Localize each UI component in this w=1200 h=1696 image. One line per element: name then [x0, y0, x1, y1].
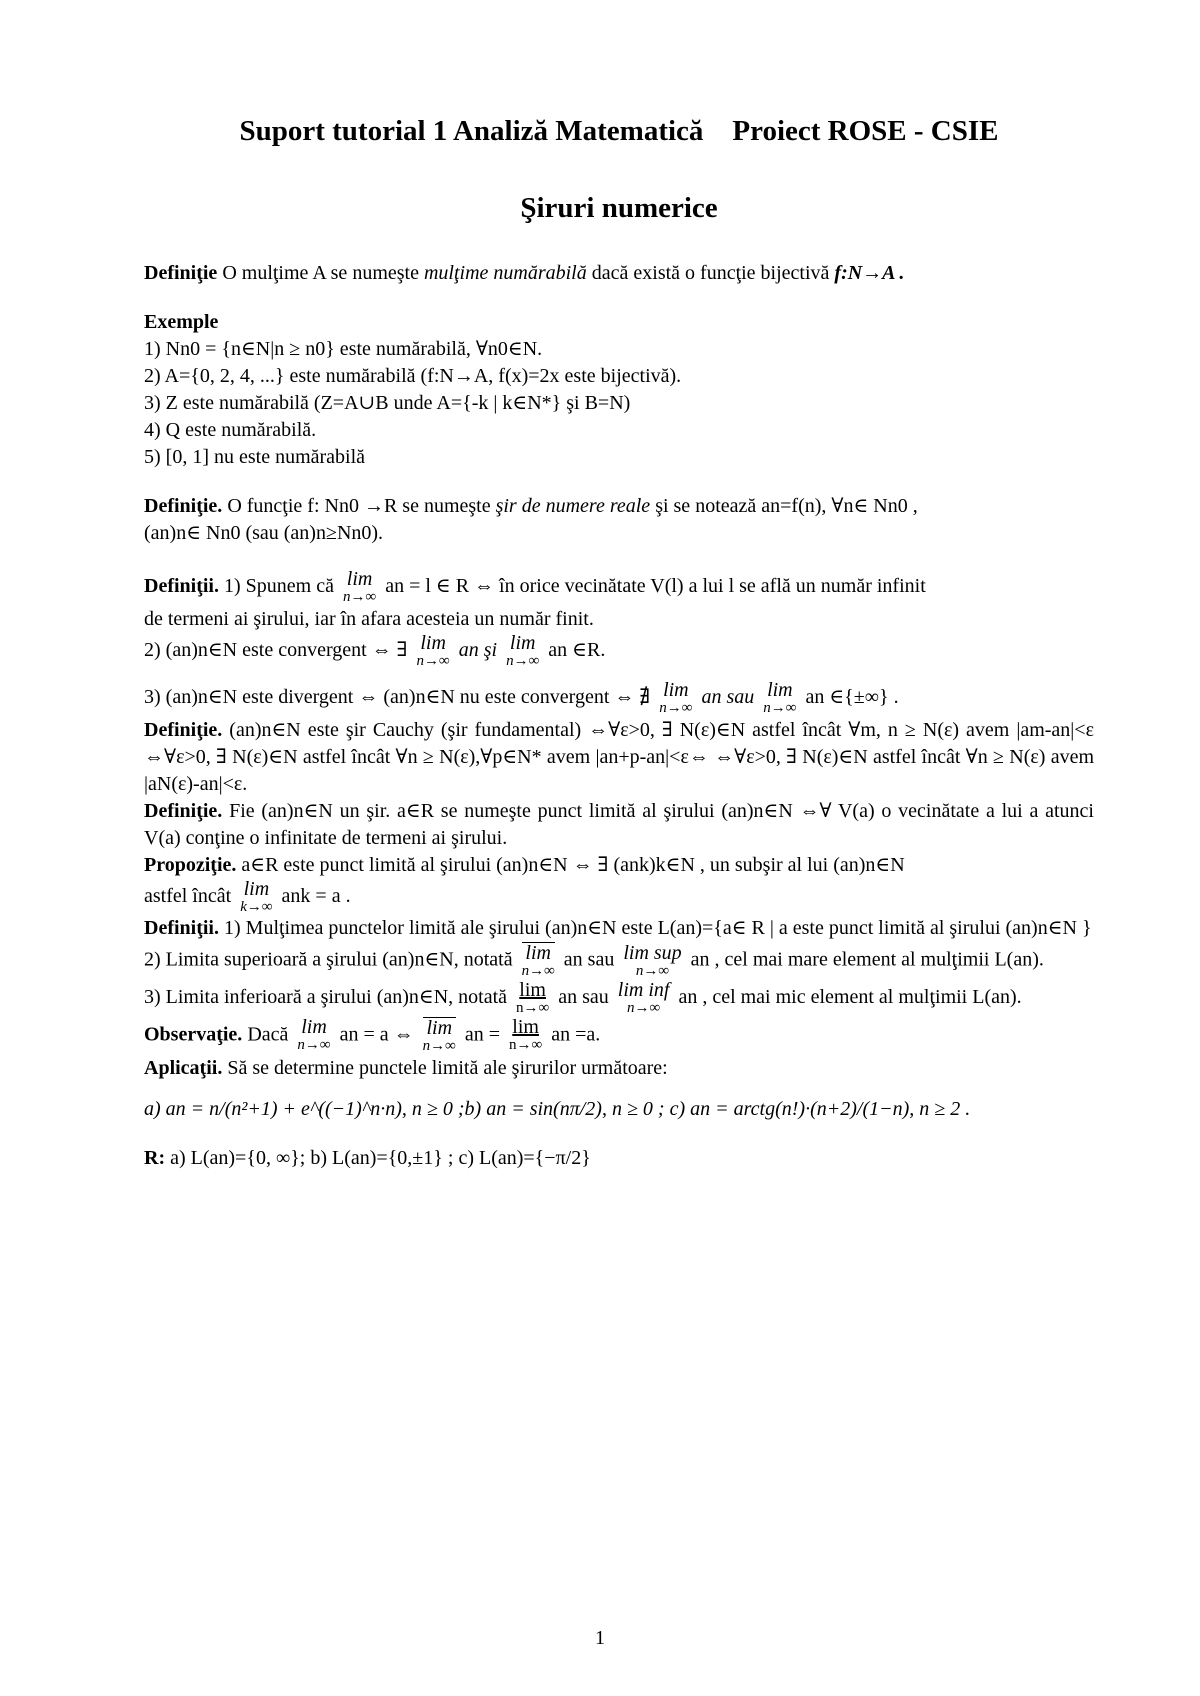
- applications-answer: R: a) L(an)={0, ∞}; b) L(an)={0,±1} ; c) L(an)={−π/2}: [144, 1146, 591, 1169]
- limit-operator: lim n→∞: [521, 942, 555, 980]
- limit-operator: lim n→∞: [509, 1016, 543, 1054]
- limsup-operator: lim sup n→∞: [623, 941, 682, 979]
- applications-formulas: a) an = n/(n²+1) + e^((−1)^n·n), n ≥ 0 ;b) an = sin(nπ/2), n ≥ 0 ; c) an = arctg(n!)·(n+2)/(1−n), n ≥ 2 .: [144, 1097, 971, 1120]
- document-title: Suport tutorial 1 Analiză Matematică Proiect ROSE - CSIE: [239, 115, 999, 147]
- definition-limit-continued: de termeni ai şirului, iar în afara acesteia un număr finit.: [144, 608, 594, 631]
- definition-divergent: 3) (an)n∈N este divergent ⇔ (an)n∈N nu este convergent ⇔ ∄ lim n→∞ an sau lim n→∞ an ∈{±∞} .: [144, 678, 899, 716]
- example-item: 3) Z este numărabilă (Z=A∪B unde A={-k | k∈N*} şi B=N): [144, 392, 631, 415]
- proposition-continued: astfel încât lim k→∞ ank = a .: [144, 877, 351, 915]
- limit-operator: lim n→∞: [416, 632, 450, 670]
- example-item: 1) Nn0 = {n∈N|n ≥ n0} este numărabilă, ∀n0∈N.: [144, 338, 543, 361]
- limit-operator: lim n→∞: [659, 678, 693, 716]
- example-item: 5) [0, 1] nu este numărabilă: [144, 446, 366, 469]
- example-item: 4) Q este numărabilă.: [144, 419, 317, 442]
- definition-limsup: 2) Limita superioară a şirului (an)n∈N, notată lim n→∞ an sau lim sup n→∞ an , cel mai mare element al mulţimii L(an).: [144, 941, 1044, 980]
- liminf-operator: lim inf n→∞: [617, 979, 670, 1017]
- definition-limit-point: Definiţie. Fie (an)n∈N un şir. a∈R se numeşte punct limită al şirului (an)n∈N ⇔∀ V(a) o vecinătate a lui a atunci V(a) conţine o infinitate de termeni ai şirului.: [144, 799, 1094, 849]
- definition-label: Definiţie: [144, 262, 218, 285]
- examples-heading: Exemple: [144, 311, 219, 334]
- page-number: 1: [595, 1627, 605, 1649]
- observation: Observaţie. Dacă lim n→∞ an = a ⇔ lim n→∞ an = lim n→∞ an =a.: [144, 1016, 601, 1054]
- definition-sequence-notation: (an)n∈ Nn0 (sau (an)n≥Nn0).: [144, 522, 384, 545]
- limit-operator: lim n→∞: [506, 632, 540, 670]
- example-item: 2) A={0, 2, 4, ...} este numărabilă (f:N→A, f(x)=2x este bijectivă).: [144, 365, 682, 388]
- definition-liminf: 3) Limita inferioară a şirului (an)n∈N, notată lim n→∞ an sau lim inf n→∞ an , cel mai mic element al mulţimii L(an).: [144, 979, 1022, 1017]
- limit-operator: lim n→∞: [342, 568, 377, 606]
- limit-operator: lim k→∞: [240, 877, 273, 915]
- section-title: Şiruri numerice: [520, 192, 718, 225]
- limit-operator: lim n→∞: [422, 1016, 456, 1054]
- definition-limit: Definiţii. 1) Spunem că lim n→∞ an = l ∈ R ⇔ în orice vecinătate V(l) a lui l se află un număr infinit: [144, 568, 926, 606]
- limit-operator: lim n→∞: [297, 1016, 331, 1054]
- definition-countable-set: Definiţie O mulţime A se numeşte mulţime numărabilă dacă există o funcţie bijectivă f:N→A .: [144, 262, 905, 285]
- document-page: [144, 100, 1094, 1172]
- definition-sequence: Definiţie. O funcţie f: Nn0 →R se numeşte şir de numere reale şi se notează an=f(n), ∀n∈ Nn0 ,: [144, 495, 918, 518]
- definition-limit-set: Definiţii. 1) Mulţimea punctelor limită ale şirului (an)n∈N este L(an)={a∈ R | a este punct limită al şirului (an)n∈N }: [144, 917, 1092, 940]
- applications: Aplicaţii. Să se determine punctele limită ale şirurilor următoare:: [144, 1056, 668, 1079]
- proposition: Propoziţie. a∈R este punct limită al şirului (an)n∈N ⇔ ∃ (ank)k∈N , un subşir al lui (an)n∈N: [144, 853, 905, 876]
- limit-operator: lim n→∞: [763, 678, 797, 716]
- definition-cauchy: Definiţie. (an)n∈N este şir Cauchy (şir fundamental) ⇔∀ε>0, ∃ N(ε)∈N astfel încât ∀m, n ≥ N(ε) avem |am-an|<ε ⇔∀ε>0, ∃ N(ε)∈N astfel încât ∀n ≥ N(ε),∀p∈N* avem |an+p-an|<ε⇔ ⇔∀ε>0, ∃ N(ε)∈N astfel încât ∀n ≥ N(ε) avem |aN(ε)-an|<ε.: [144, 718, 1094, 795]
- definition-convergent: 2) (an)n∈N este convergent ⇔ ∃ lim n→∞ an şi lim n→∞ an ∈R.: [144, 632, 606, 670]
- limit-operator: lim n→∞: [516, 979, 550, 1017]
